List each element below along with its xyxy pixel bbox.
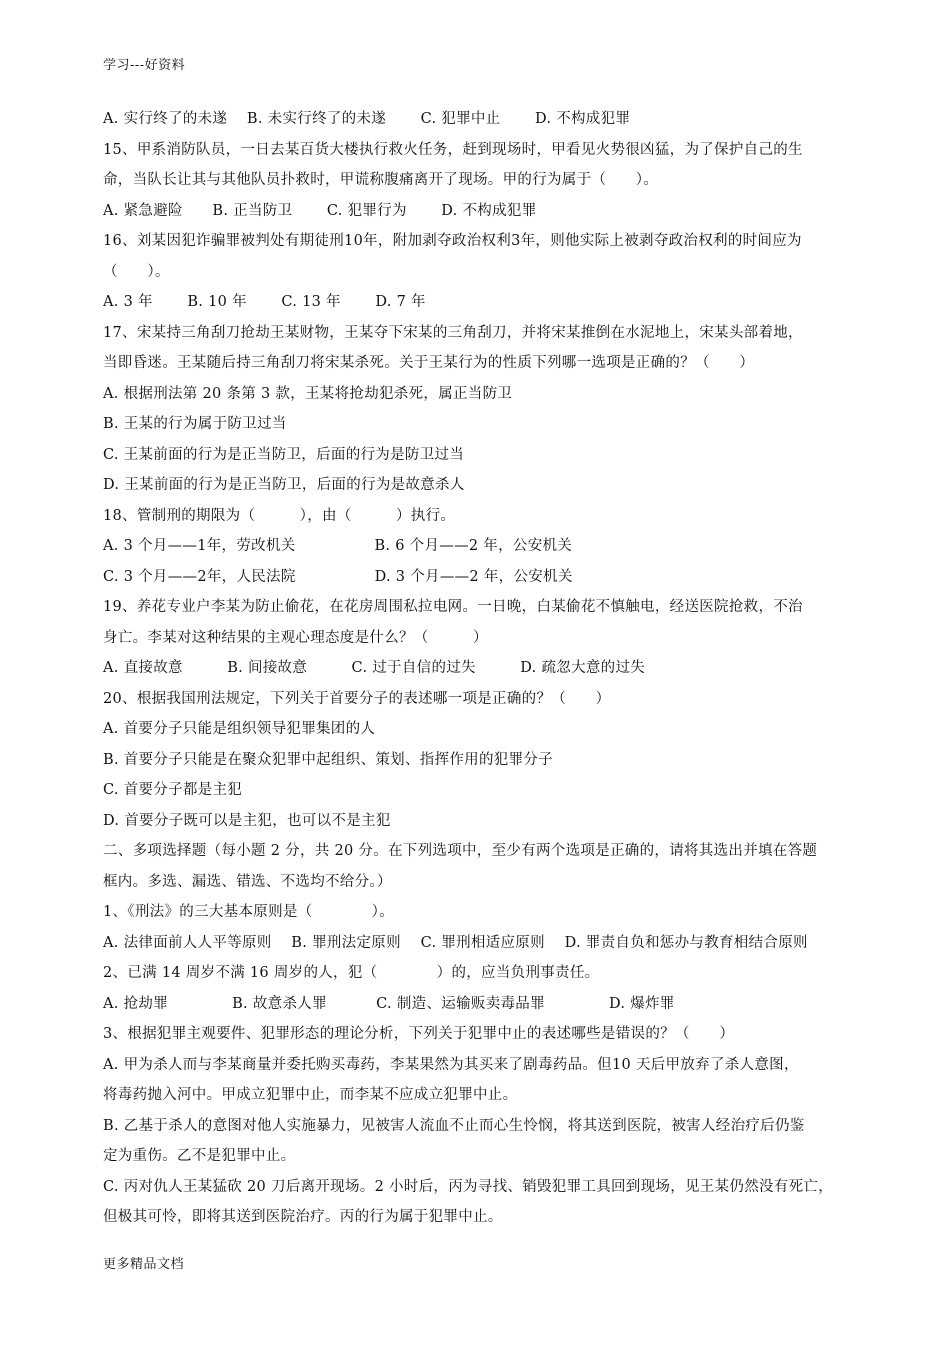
text-line: B. 王某的行为属于防卫过当 [103, 416, 287, 432]
text-line: 但极其可怜，即将其送到医院治疗。丙的行为属于犯罪中止。 [103, 1209, 503, 1225]
page-footer: 更多精品文档 [103, 1257, 185, 1272]
text-line: C. 首要分子都是主犯 [103, 782, 243, 798]
text-line: 2、已满 14 周岁不满 16 周岁的人，犯（ ）的，应当负刑事责任。 [103, 965, 600, 981]
document-body [103, 104, 849, 1233]
text-line: 命，当队长让其与其他队员扑救时，甲谎称腹痛离开了现场。甲的行为属于（ ）。 [103, 172, 659, 188]
text-line: 当即昏迷。王某随后持三角刮刀将宋某杀死。关于王某行为的性质下列哪一选项是正确的？（ ） [103, 355, 755, 371]
text-line: 19、养花专业户李某为防止偷花，在花房周围私拉电网。一日晚，白某偷花不慎触电，经送医院抢救，不治 [103, 599, 803, 615]
text-line: A. 抢劫罪 B. 故意杀人罪 C. 制造、运输贩卖毒品罪 D. 爆炸罪 [103, 995, 675, 1012]
text-line: A. 紧急避险 B. 正当防卫 C. 犯罪行为 D. 不构成犯罪 [103, 202, 537, 219]
text-line: 框内。多选、漏选、错选、不选均不给分。） [103, 873, 392, 890]
text-line: 18、管制刑的期限为（ ），由（ ）执行。 [103, 507, 456, 524]
text-line: 16、刘某因犯诈骗罪被判处有期徒刑10年，附加剥夺政治权利3年，则他实际上被剥夺政治权利的时间应为 [103, 233, 802, 249]
page-header: 学习---好资料 [103, 58, 186, 73]
text-line: A. 甲为杀人而与李某商量并委托购买毒药，李某果然为其买来了剧毒药品。但10 天后甲放弃了杀人意图， [103, 1056, 799, 1073]
text-line: A. 3 个月——1年，劳改机关 B. 6 个月——2 年，公安机关 [103, 538, 573, 554]
text-line: A. 3 年 B. 10 年 C. 13 年 D. 7 年 [103, 294, 426, 310]
text-line: B. 乙基于杀人的意图对他人实施暴力，见被害人流血不止而心生怜悯，将其送到医院，被害人经治疗后仍鉴 [103, 1117, 805, 1134]
text-line: 17、宋某持三角刮刀抢劫王某财物，王某夺下宋某的三角刮刀，并将宋某推倒在水泥地上，宋某头部着地， [103, 324, 803, 341]
text-line: 身亡。李某对这种结果的主观心理态度是什么？（ ） [103, 629, 488, 646]
text-line: C. 3 个月——2年，人民法院 D. 3 个月——2 年，公安机关 [103, 568, 573, 585]
text-line: 二、多项选择题（每小题 2 分，共 20 分。在下列选项中，至少有两个选项是正确的，请将其选出并填在答题 [103, 843, 818, 859]
text-line: 3、根据犯罪主观要件、犯罪形态的理论分析，下列关于犯罪中止的表述哪些是错误的？（ ） [103, 1026, 735, 1042]
text-line: A. 首要分子只能是组织领导犯罪集团的人 [103, 721, 376, 737]
text-line: 20、根据我国刑法规定，下列关于首要分子的表述哪一项是正确的？（ ） [103, 690, 611, 707]
text-line: A. 实行终了的未遂 B. 未实行终了的未遂 C. 犯罪中止 D. 不构成犯罪 [103, 111, 631, 127]
text-line: （ ）。 [103, 263, 170, 280]
text-line: 15、甲系消防队员，一日去某百货大楼执行救火任务，赶到现场时，甲看见火势很凶猛，为了保护自己的生 [103, 141, 803, 158]
text-line: 1、《刑法》的三大基本原则是（ ）。 [103, 904, 395, 920]
text-line: 将毒药抛入河中。甲成立犯罪中止，而李某不应成立犯罪中止。 [103, 1087, 518, 1103]
text-line: D. 首要分子既可以是主犯，也可以不是主犯 [103, 812, 391, 829]
text-line: B. 首要分子只能是在聚众犯罪中起组织、策划、指挥作用的犯罪分子 [103, 751, 553, 768]
text-line: 定为重伤。乙不是犯罪中止。 [103, 1148, 296, 1164]
text-line: D. 王某前面的行为是正当防卫，后面的行为是故意杀人 [103, 477, 465, 493]
text-line: A. 法律面前人人平等原则 B. 罪刑法定原则 C. 罪刑相适应原则 D. 罪责自负和惩办与教育相结合原则 [103, 934, 808, 951]
text-line: A. 根据刑法第 20 条第 3 款，王某将抢劫犯杀死，属正当防卫 [103, 385, 513, 402]
text-line: C. 丙对仇人王某猛砍 20 刀后离开现场。2 小时后，丙为寻找、销毁犯罪工具回到现场，见王某仍然没有死亡， [103, 1178, 833, 1195]
text-line: C. 王某前面的行为是正当防卫，后面的行为是防卫过当 [103, 446, 465, 463]
text-line: A. 直接故意 B. 间接故意 C. 过于自信的过失 D. 疏忽大意的过失 [103, 660, 646, 676]
